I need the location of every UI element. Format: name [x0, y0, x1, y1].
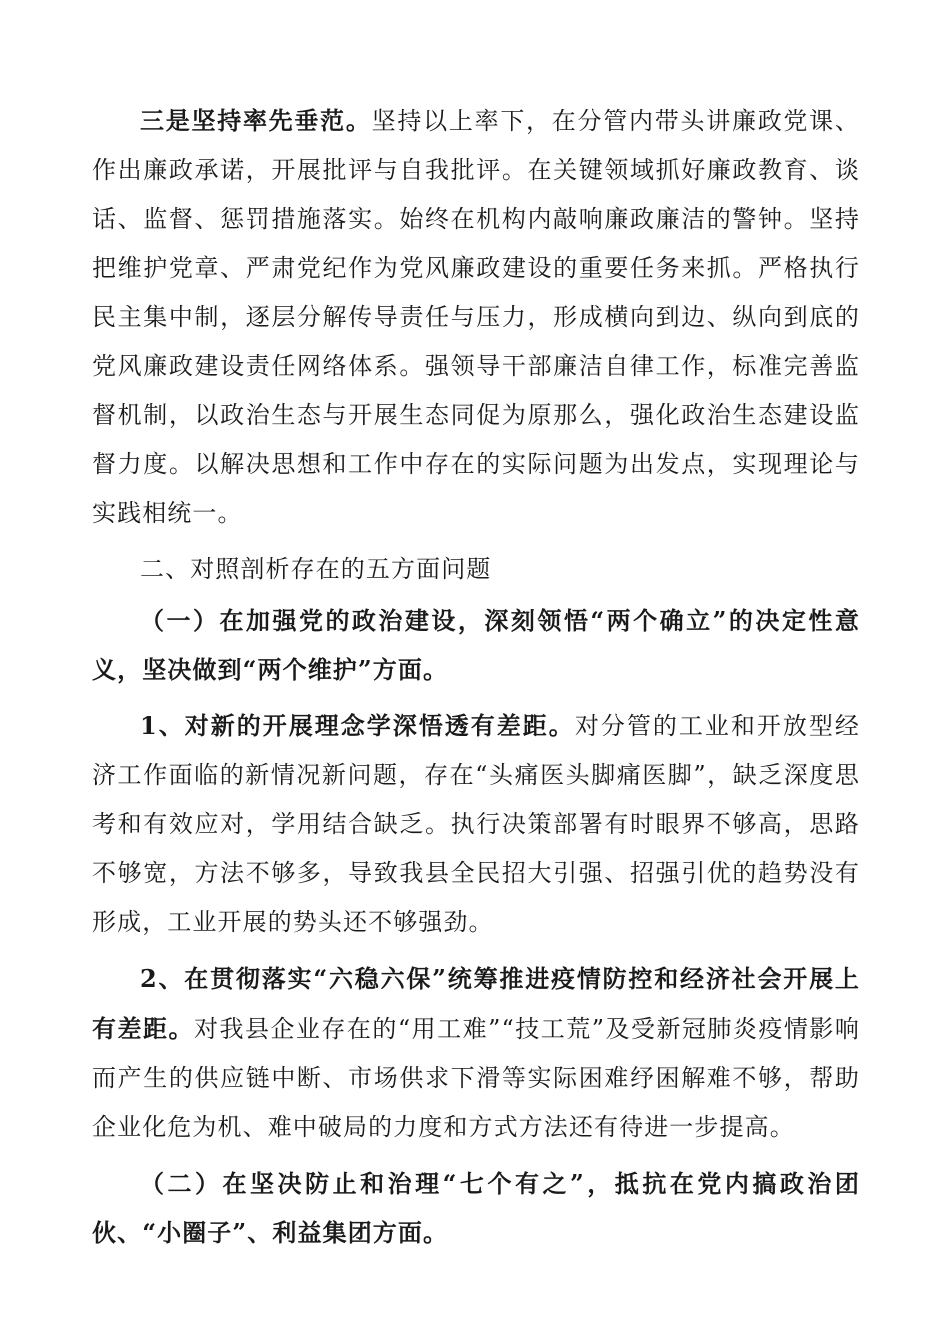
paragraph-lead-by-example: [92, 96, 860, 538]
paragraph-body: 对我县企业存在的“用工难”“技工荒”及受新冠肺炎疫情影响而产生的供应链中断、市场供求下滑等实际困难纾困解难不够，帮助企业化危为机、难中破局的力度和方式方法还有待进一步提高。: [92, 1015, 860, 1141]
paragraph-lead: 1、对新的开展理念学深悟透有差距。: [140, 711, 575, 740]
section-heading-text: 二、对照剖析存在的五方面问题: [140, 555, 492, 583]
subsection-heading-text: （二）在坚决防止和治理“七个有之”，抵抗在党内搞政治团伙、“小圈子”、利益集团方面。: [92, 1169, 860, 1247]
paragraph-body: 坚持以上率下，在分管内带头讲廉政党课、作出廉政承诺，开展批评与自我批评。在关键领域抓好廉政教育、谈话、监督、惩罚措施落实。始终在机构内敲响廉政廉洁的警钟。坚持把维护党章、严肃党纪作为党风廉政建设的重要任务来抓。严格执行民主集中制，逐层分解传导责任与压力，形成横向到边、纵向到底的党风廉政建设责任网络体系。强领导干部廉洁自律工作，标准完善监督机制，以政治生态与开展生态同促为原那么，强化政治生态建设监督力度。以解决思想和工作中存在的实际问题为出发点，实现理论与实践相统一。: [92, 107, 860, 527]
paragraph-six-stability: [92, 954, 860, 1152]
subsection-heading-text: （一）在加强党的政治建设，深刻领悟“两个确立”的决定性意义，坚决做到“两个维护”方面。: [92, 606, 860, 684]
paragraph-lead: 三是坚持率先垂范。: [140, 106, 372, 135]
paragraph-body: 对分管的工业和开放型经济工作面临的新情况新问题，存在“头痛医头脚痛医脚”，缺乏深度思考和有效应对，学用结合缺乏。执行决策部署有时眼界不够高，思路不够宽，方法不够多，导致我县全民招大引强、招强引优的趋势没有形成，工业开展的势头还不够强劲。: [92, 712, 860, 936]
paragraph-lead: 2、在贯彻落实“六稳六保”统筹推进疫情防控和经济社会开展上有差距。: [92, 964, 860, 1043]
document-page: [92, 96, 860, 1264]
subsection-heading-seven-haves: [92, 1159, 860, 1257]
paragraph-new-concept: [92, 701, 860, 947]
subsection-heading-political: [92, 596, 860, 694]
section-heading-problems: [92, 545, 860, 594]
